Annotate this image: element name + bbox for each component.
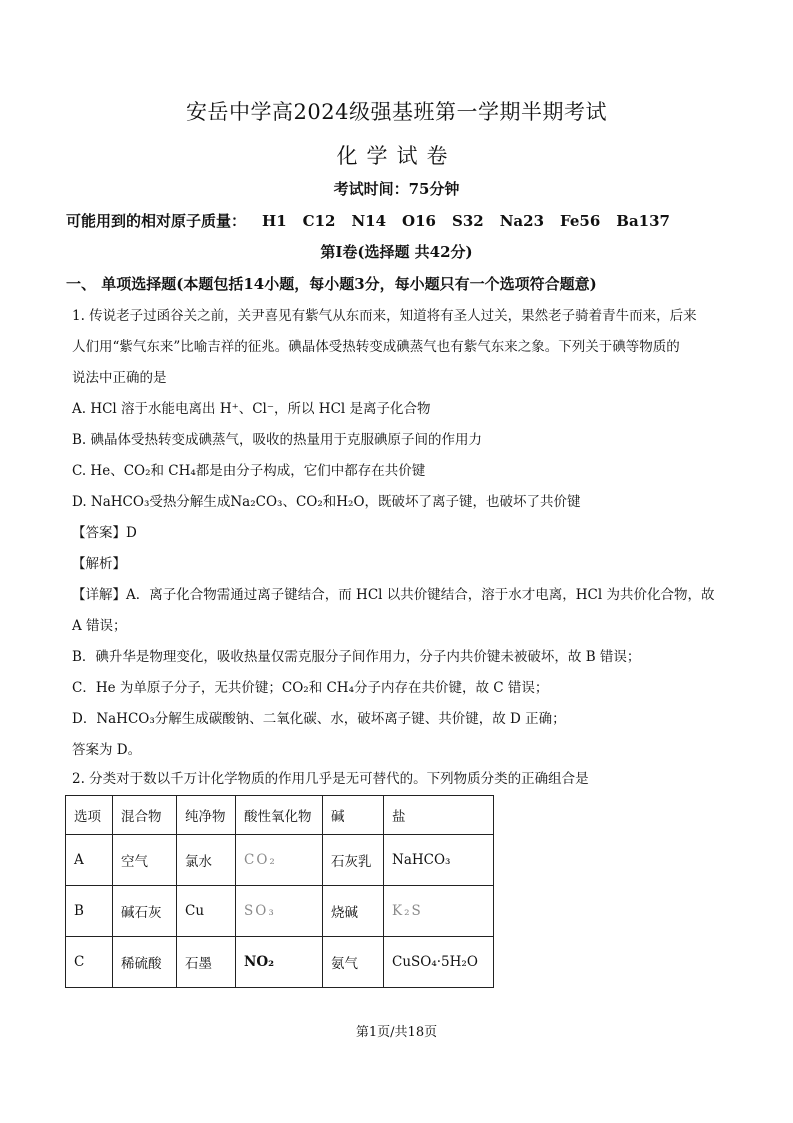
table-header-cell: 酸性氧化物 bbox=[236, 796, 323, 835]
table-cell: 烧碱 bbox=[323, 886, 384, 937]
table-header-cell: 选项 bbox=[66, 796, 113, 835]
table-cell: Cu bbox=[177, 886, 236, 937]
table-cell: CO₂ bbox=[236, 835, 323, 886]
q1-conclusion: 答案为 D。 bbox=[72, 742, 142, 758]
atomic-mass-item: S32 bbox=[451, 212, 484, 230]
table-cell: 氯水 bbox=[177, 835, 236, 886]
table-cell: A bbox=[66, 835, 113, 886]
exam-title: 安岳中学高2024级强基班第一学期半期考试 bbox=[186, 100, 607, 124]
q1-stem-line: 说法中正确的是 bbox=[72, 370, 167, 386]
q1-option-c: C. He、CO₂和 CH₄都是由分子构成，它们中都存在共价键 bbox=[72, 463, 426, 479]
table-cell: 碱石灰 bbox=[113, 886, 177, 937]
table-header-cell: 盐 bbox=[384, 796, 494, 835]
q1-detail-line: C．He 为单原子分子，无共价键；CO₂和 CH₄分子内存在共价键，故 C 错误； bbox=[72, 680, 549, 696]
atomic-mass-item: O16 bbox=[402, 212, 436, 230]
table-header-row bbox=[66, 796, 494, 835]
q1-answer: 【答案】D bbox=[72, 525, 137, 541]
q1-detail-line: B．碘升华是物理变化，吸收热量仅需克服分子间作用力，分子内共价键未被破坏，故 B 错误； bbox=[72, 649, 641, 665]
table-cell: B bbox=[66, 886, 113, 937]
q1-detail-line: D．NaHCO₃分解生成碳酸钠、二氧化碳、水，破坏离子键、共价键，故 D 正确； bbox=[72, 711, 566, 727]
atomic-mass-item: Ba137 bbox=[616, 212, 670, 230]
section-heading: 一、 单项选择题(本题包括14小题，每小题3分，每小题只有一个选项符合题意) bbox=[66, 275, 597, 293]
table-cell: NO₂ bbox=[236, 937, 323, 988]
table-cell: K₂S bbox=[384, 886, 494, 937]
table-cell: 空气 bbox=[113, 835, 177, 886]
table-header-cell: 碱 bbox=[323, 796, 384, 835]
q1-stem-line: 1. 传说老子过函谷关之前，关尹喜见有紫气从东而来，知道将有圣人过关，果然老子骑着青牛而来，后来 bbox=[72, 308, 697, 324]
table-header-cell: 纯净物 bbox=[177, 796, 236, 835]
atomic-mass-item: Na23 bbox=[499, 212, 545, 230]
atomic-mass-item: Fe56 bbox=[560, 212, 601, 230]
q1-stem-line: 人们用“紫气东来”比喻吉祥的征兆。碘晶体受热转变成碘蒸气也有紫气东来之象。下列关于碘等物质的 bbox=[72, 339, 680, 355]
table-header-cell: 混合物 bbox=[113, 796, 177, 835]
q1-option-d: D. NaHCO₃受热分解生成Na₂CO₃、CO₂和H₂O，既破坏了离子键，也破坏了共价键 bbox=[72, 494, 581, 510]
part-heading: 第Ⅰ卷(选择题 共42分) bbox=[320, 243, 473, 261]
page-footer: 第1页/共18页 bbox=[355, 1025, 438, 1040]
q1-detail-line: 【详解】A．离子化合物需通过离子键结合，而 HCl 以共价键结合，溶于水才电离，HCl 为共价化合物，故 bbox=[72, 587, 715, 603]
exam-time: 考试时间：75分钟 bbox=[333, 180, 460, 198]
table-cell: 稀硫酸 bbox=[113, 937, 177, 988]
atomic-mass-line bbox=[66, 210, 686, 231]
table-cell: 石灰乳 bbox=[323, 835, 384, 886]
atomic-mass-item: N14 bbox=[351, 212, 387, 230]
atomic-mass-label: 可能用到的相对原子质量： bbox=[66, 212, 247, 230]
table-row bbox=[66, 886, 494, 937]
q1-detail-line: A 错误； bbox=[72, 618, 127, 634]
atomic-mass-item: H1 bbox=[262, 212, 287, 230]
table-row bbox=[66, 937, 494, 988]
table-row bbox=[66, 835, 494, 886]
atomic-mass-item: C12 bbox=[302, 212, 336, 230]
q1-option-a: A. HCl 溶于水能电离出 H⁺、Cl⁻，所以 HCl 是离子化合物 bbox=[72, 401, 431, 417]
table-cell: C bbox=[66, 937, 113, 988]
table-cell: 石墨 bbox=[177, 937, 236, 988]
q1-analysis-tag: 【解析】 bbox=[72, 556, 126, 572]
q1-option-b: B. 碘晶体受热转变成碘蒸气，吸收的热量用于克服碘原子间的作用力 bbox=[72, 432, 483, 448]
table-cell: 氨气 bbox=[323, 937, 384, 988]
table-cell: NaHCO₃ bbox=[384, 835, 494, 886]
exam-subtitle: 化学试卷 bbox=[336, 144, 457, 168]
table-cell: SO₃ bbox=[236, 886, 323, 937]
table-cell: CuSO₄·5H₂O bbox=[384, 937, 494, 988]
classification-table bbox=[65, 795, 494, 988]
q2-stem: 2. 分类对于数以千万计化学物质的作用几乎是无可替代的。下列物质分类的正确组合是 bbox=[72, 771, 589, 787]
